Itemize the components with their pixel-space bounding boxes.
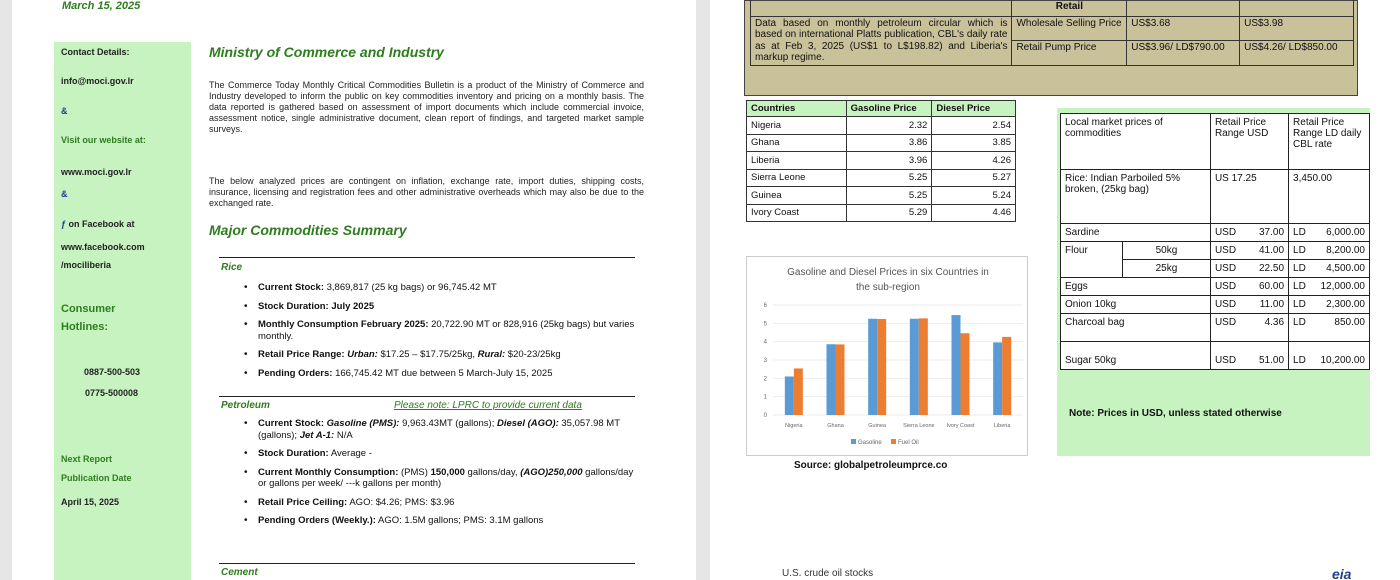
legend-label-gasoline: Gasoline: [858, 440, 882, 446]
table-row: Onion 10kg USD 11.00 LD 2,300.00: [1061, 296, 1370, 314]
table-row: Sugar 50kg USD 51.00 LD 10,200.00: [1061, 342, 1370, 370]
list-item: • Retail Price Range: Urban: $17.25 – $17.75/25kg, Rural: $20-23/25kg: [244, 349, 644, 361]
table-row: Guinea 5.25 5.24: [747, 187, 1016, 205]
petroleum-section-title: Petroleum: [221, 400, 270, 411]
website-link[interactable]: www.moci.gov.lr: [61, 167, 132, 177]
table-row: Nigeria 2.32 2.54: [747, 117, 1016, 135]
email-link[interactable]: info@moci.gov.lr: [61, 76, 134, 86]
list-item: • Retail Price Ceiling: AGO: $4.26; PMS: $3.96: [244, 497, 644, 509]
summary-title: Major Commodities Summary: [209, 222, 407, 238]
bar-fuel-oil: [836, 344, 845, 415]
bulletin-page-right: [710, 0, 1400, 580]
list-item: • Current Stock: Gasoline (PMS): 9,963.43MT (gallons); Diesel (AGO): 35,057.98 MT (gallons); Jet A-1: N/A: [244, 418, 644, 441]
y-tick-label: 4: [763, 339, 767, 346]
table-header: Gasoline Price: [846, 101, 932, 117]
list-item: • Pending Orders (Weekly.): AGO: 1.5M gallons; PMS: 3.1M gallons: [244, 515, 644, 527]
legend-label-fuel-oil: Fuel Oil: [898, 440, 919, 446]
table-row: Sierra Leone 5.25 5.27: [747, 169, 1016, 187]
table-header: Local market prices of commodities: [1061, 114, 1211, 170]
bar-fuel-oil: [961, 333, 970, 415]
bar-fuel-oil: [919, 318, 928, 415]
facebook-link-2[interactable]: /mociliberia: [61, 260, 112, 270]
market-price-table: [1060, 113, 1370, 370]
list-item: • Stock Duration: July 2025: [244, 301, 644, 313]
y-tick-label: 1: [763, 394, 767, 401]
table-row: Eggs USD 60.00 LD 12,000.00: [1061, 278, 1370, 296]
fuel-price-chart: [746, 256, 1028, 456]
wholesale-diesel: US$3.98: [1240, 16, 1354, 41]
table-row: Ghana 3.86 3.85: [747, 134, 1016, 152]
table-header: Retail Price Range LD daily CBL rate: [1289, 114, 1370, 170]
bar-gasoline: [910, 319, 919, 415]
x-tick-label: Sierra Leone: [903, 423, 935, 429]
table-row: Flour 50kg USD 41.00 LD 8,200.00: [1061, 242, 1370, 260]
chart-title-line-1: Gasoline and Diesel Prices in six Countries in: [787, 267, 989, 278]
chart-svg: [747, 257, 1029, 457]
hotline-phone-1: 0887-500-503: [84, 367, 141, 377]
ampersand-1: &: [61, 106, 68, 116]
ministry-title: Ministry of Commerce and Industry: [209, 44, 444, 60]
table-row: 25kg USD 22.50 LD 4,500.00: [1061, 260, 1370, 278]
table-row: Liberia 3.96 4.26: [747, 152, 1016, 170]
x-tick-label: Guinea: [868, 423, 887, 429]
list-item: • Monthly Consumption February 2025: 20,722.90 MT or 828,916 (25kg bags) but varies monthly.: [244, 319, 644, 342]
eia-logo: eia: [1332, 566, 1352, 580]
bar-fuel-oil: [794, 368, 803, 415]
pricing-paragraph: The below analyzed prices are contingent on inflation, exchange rate, import duties, shipping costs, insurance, licensing and registration fees and other administrative overheads which may also be due to the exchanged rate.: [209, 176, 644, 208]
wholesale-gasoline: US$3.68: [1127, 16, 1240, 41]
y-tick-label: 2: [763, 376, 767, 383]
bar-fuel-oil: [1002, 337, 1011, 415]
rice-section-title: Rice: [221, 262, 243, 273]
report-date: March 15, 2025: [62, 0, 141, 12]
bulletin-page-left: [12, 0, 696, 580]
website-label: Visit our website at:: [61, 135, 146, 145]
next-report-date: April 15, 2025: [61, 497, 120, 507]
table-header: Retail Price Range USD: [1210, 114, 1288, 170]
table-header: Diesel Price: [932, 101, 1016, 117]
bar-gasoline: [868, 319, 877, 415]
bar-gasoline: [993, 342, 1002, 415]
x-tick-label: Ghana: [827, 423, 844, 429]
circular-description: Data based on monthly petroleum circular which is based on international Platts publication, CBL's daily rate as at Feb 3, 2025 (US$1 to L$198.82) and Liberia's markup regime.: [751, 16, 1012, 65]
hotlines-label-1: Consumer: [61, 303, 116, 315]
facebook-icon: ƒ: [61, 219, 67, 229]
table-row: Charcoal bag USD 4.36 LD 850.00: [1061, 314, 1370, 342]
bar-gasoline: [952, 315, 961, 415]
table-header: Countries: [747, 101, 847, 117]
chart-source: Source: globalpetroleumprce.co: [794, 460, 948, 471]
y-tick-label: 0: [763, 413, 767, 419]
list-item: • Current Monthly Consumption: (PMS) 150,000 gallons/day, (AGO)250,000 gallons/day or gallons per week/ ---k gallons per month): [244, 467, 644, 490]
next-report-label-2: Publication Date: [61, 473, 132, 483]
divider: [219, 257, 635, 258]
petroleum-price-table: [750, 0, 1354, 66]
x-tick-label: Ivory Coast: [946, 423, 975, 429]
retail-pump-diesel: US$4.26/ LD$850.00: [1240, 41, 1354, 66]
wholesale-label: Wholesale Selling Price: [1012, 16, 1127, 41]
crude-oil-caption: U.S. crude oil stocks: [782, 568, 874, 579]
intro-paragraph: The Commerce Today Monthly Critical Commodities Bulletin is a product of the Ministry of Commerce and Industry developed to inform the public on key commodities inventory and pricing on a monthly basis. The data reported is gathered based on assessment of import documents which include commercial invoice, assessment notice, single administrative document, clean report of findings, and targeted market sample surveys.: [209, 80, 644, 134]
hotlines-label-2: Hotlines:: [61, 321, 109, 333]
contact-label: Contact Details:: [61, 47, 130, 57]
bar-fuel-oil: [877, 319, 886, 415]
table-row: Sardine USD 37.00 LD 6,000.00: [1061, 224, 1370, 242]
lprc-note: Please note: LPRC to provide current data: [394, 400, 582, 411]
x-tick-label: Nigeria: [785, 423, 803, 429]
x-tick-label: Liberia: [993, 423, 1011, 429]
ampersand-2: &: [61, 189, 68, 199]
list-item: • Pending Orders: 166,745.42 MT due between 5 March-July 15, 2025: [244, 368, 644, 380]
bar-gasoline: [827, 344, 836, 415]
cement-section-title: Cement: [221, 567, 258, 578]
y-tick-label: 3: [763, 358, 767, 364]
chart-legend: [851, 439, 919, 446]
table-row: Rice: Indian Parboiled 5% broken, (25kg bag) US 17.25 3,450.00: [1061, 170, 1370, 224]
retail-pump-label: Retail Pump Price: [1012, 41, 1127, 66]
list-item: • Current Stock: 3,869,817 (25 kg bags) or 96,745.42 MT: [244, 282, 644, 294]
chart-title-line-2: the sub-region: [856, 282, 920, 293]
y-tick-label: 6: [763, 303, 767, 309]
divider: [219, 563, 635, 564]
contact-sidebar: [54, 42, 191, 580]
retail-pump-gasoline: US$3.96/ LD$790.00: [1127, 41, 1240, 66]
regional-price-table: [746, 100, 1016, 222]
rice-list: [244, 282, 644, 386]
list-item: • Stock Duration: Average -: [244, 448, 644, 460]
facebook-link-1[interactable]: www.facebook.com: [61, 242, 145, 252]
table-row: Ivory Coast 5.29 4.46: [747, 204, 1016, 222]
legend-swatch-gasoline: [851, 439, 856, 444]
legend-swatch-fuel-oil: [891, 439, 896, 444]
retail-header: Retail: [1012, 0, 1127, 16]
bar-gasoline: [785, 377, 794, 416]
divider: [219, 396, 635, 397]
y-tick-label: 5: [763, 321, 767, 328]
market-note: Note: Prices in USD, unless stated otherwise: [1069, 408, 1282, 419]
petroleum-list: [244, 418, 644, 534]
facebook-label: ƒ on Facebook at: [61, 219, 135, 229]
hotline-phone-2: 0775-500008: [85, 388, 139, 398]
next-report-label-1: Next Report: [61, 454, 113, 464]
